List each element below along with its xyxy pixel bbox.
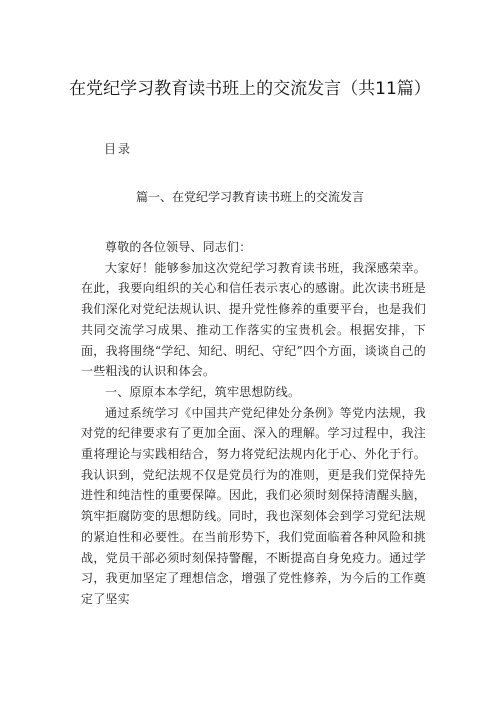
chapter-heading: 篇一、在党纪学习教育读书班上的交流发言 bbox=[135, 190, 364, 204]
section-heading: 一、原原本本学纪，筑牢思想防线。 bbox=[105, 384, 301, 399]
salutation-paragraph: 尊敬的各位领导、同志们： bbox=[105, 240, 252, 254]
document-title: 在党纪学习教育读书班上的交流发言（共11篇） bbox=[69, 79, 431, 99]
opening-paragraph: 大家好！能够参加这次党纪学习教育读书班，我深感荣幸。在此，我要向组织的关心和信任表示衷心的感谢。此次读书班是我们深化对党纪法规认识、提升党性修养的重要平台，也是我们共同交流学习成果、推动工作落实的宝贵机会。根据安排，下面，我将围绕“学纪、知纪、明纪、守纪”四个方面，谈谈自己的一些粗浅的认识和体会。 bbox=[81, 260, 426, 379]
body-text bbox=[81, 237, 426, 610]
section-paragraph: 通过系统学习《中国共产党纪律处分条例》等党内法规，我对党的纪律要求有了更加全面、深入的理解。学习过程中，我注重将理论与实践相结合，努力将党纪法规内化于心、外化于行。我认识到，党纪法规不仅是党员行为的准则，更是我们党保持先进性和纯洁性的重要保障。因此，我们必须时刻保持清醒头脑，筑牢拒腐防变的思想防线。同时，我也深刻体会到学习党纪法规的紧迫性和必要性。在当前形势下，我们党面临着各种风险和挑战，党员干部必须时刻保持警醒，不断提高自身免疫力。通过学习，我更加坚定了理想信念，增强了党性修养，为今后的工作奠定了坚实 bbox=[81, 405, 426, 606]
toc-label: 目录 bbox=[104, 142, 133, 156]
